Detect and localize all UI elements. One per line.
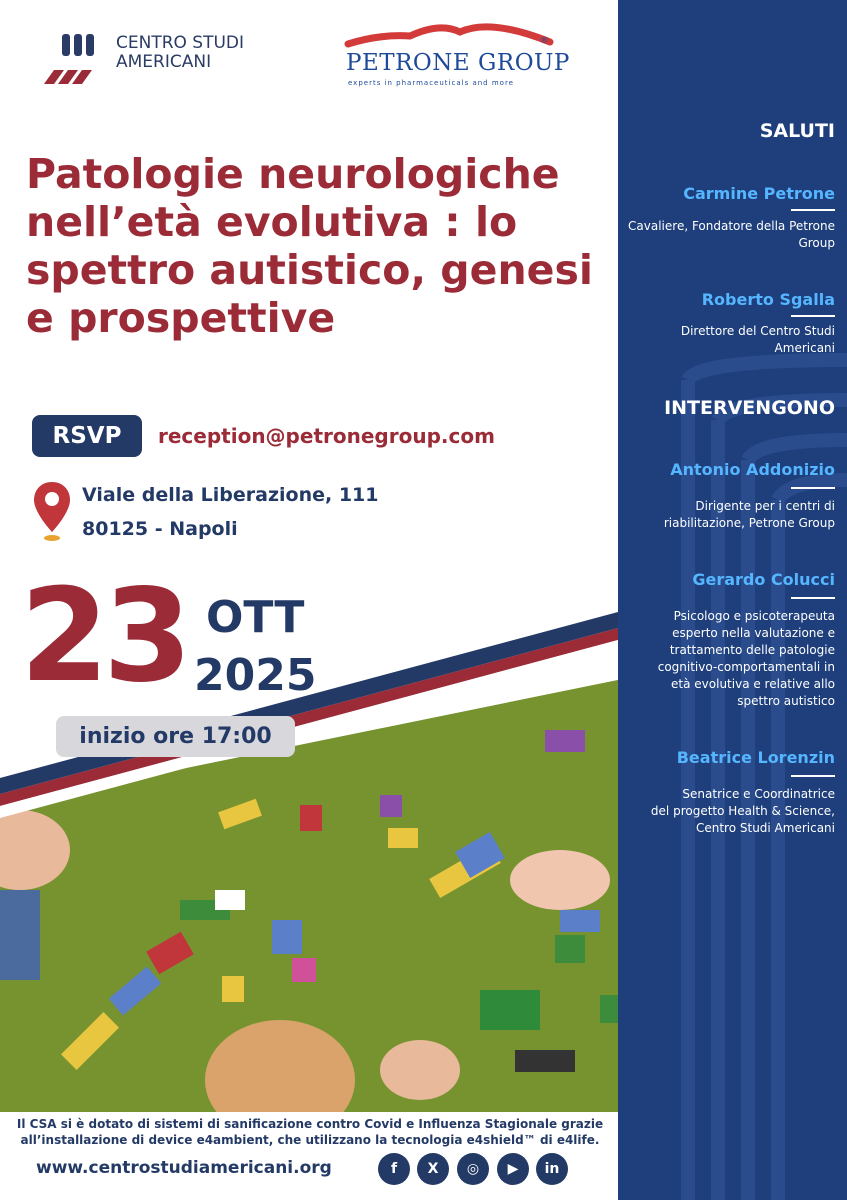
divider [791,597,835,599]
facebook-icon[interactable]: f [378,1153,410,1185]
role-line: età evolutiva e relative allo [671,677,835,691]
role-line: Americani [774,341,835,355]
role-line: Dirigente per i centri di [695,499,835,513]
instagram-icon[interactable]: ◎ [457,1153,489,1185]
divider [791,209,835,211]
website-link[interactable]: www.centrostudiamericani.org [36,1158,332,1178]
role-line: spettro autistico [737,694,835,708]
petrone-group-tagline: experts in pharmaceuticals and more [348,79,514,87]
sanitization-disclaimer [10,1116,610,1148]
speaker-name-2: Gerardo Colucci [692,570,835,589]
intervengono-heading: INTERVENGONO [664,397,835,419]
speaker-name-3: Beatrice Lorenzin [676,748,835,767]
speaker-role-2 [658,608,835,710]
role-line: cognitivo-comportamentali in [657,660,835,674]
divider [791,775,835,777]
speaker-role-1 [664,498,835,532]
role-line: Cavaliere, Fondatore della Petrone [628,219,835,233]
sidebar-decoration [618,0,847,1200]
saluti-role-2 [681,323,835,357]
saluti-role-1 [628,218,835,252]
address-line-1: Viale della Liberazione, 111 [82,484,379,506]
role-line: trattamento delle patologie [669,643,835,657]
disclaimer-line-2: all’installazione di device e4ambient, che utilizzano la tecnologia e4shield™ di e4life. [20,1133,600,1147]
role-line: esperto nella valutazione e [672,626,835,640]
speaker-role-3 [651,786,835,837]
role-line: Psicologo e psicoterapeuta [673,609,835,623]
divider [791,315,835,317]
rsvp-badge: RSVP [32,415,142,457]
youtube-icon[interactable]: ▶ [497,1153,529,1185]
petrone-group-name: PETRONE GROUP [346,50,570,76]
role-line: riabilitazione, Petrone Group [663,516,835,530]
address-line-2: 80125 - Napoli [82,518,238,540]
role-line: Direttore del Centro Studi [680,324,835,338]
speaker-name-1: Antonio Addonizio [670,460,835,479]
saluti-name-1: Carmine Petrone [683,184,835,203]
x-icon[interactable]: X [417,1153,449,1185]
divider [791,487,835,489]
speakers-sidebar [618,0,847,1200]
disclaimer-line-1: Il CSA si è dotato di sistemi di sanificazione contro Covid e Influenza Stagionale grazie [16,1117,604,1131]
role-line: Group [798,236,835,250]
location-pin-icon [32,480,72,544]
start-time-badge: inizio ore 17:00 [56,716,295,757]
event-day: 23 [20,562,187,711]
csa-line-2: AMERICANI [116,52,212,72]
event-title: Patologie neurologiche nell’età evolutiva : lo spettro autistico, genesi e prospettive [26,150,593,342]
saluti-heading: SALUTI [759,120,835,142]
csa-logo-text [116,34,244,72]
event-month: OTT [206,592,305,643]
role-line: del progetto Health & Science, [650,804,835,818]
registered-mark: ® [540,36,549,46]
event-year: 2025 [194,650,317,701]
saluti-name-2: Roberto Sgalla [701,290,835,309]
linkedin-icon[interactable]: in [536,1153,568,1185]
rsvp-email-link[interactable]: reception@petronegroup.com [158,424,495,448]
csa-line-1: CENTRO STUDI [116,33,245,53]
role-line: Centro Studi Americani [695,821,835,835]
role-line: Senatrice e Coordinatrice [682,787,835,801]
